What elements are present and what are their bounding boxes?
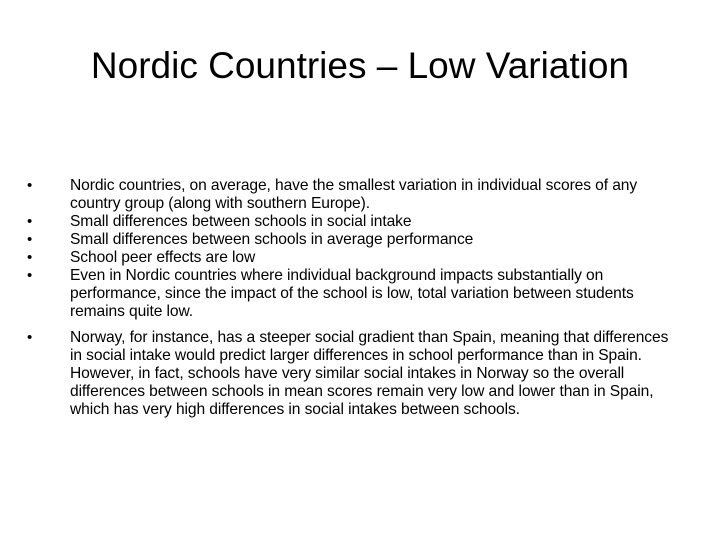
bullet-marker: • <box>27 177 33 194</box>
bullet-item <box>20 213 682 231</box>
bullet-marker: • <box>27 329 33 346</box>
bullet-marker: • <box>27 249 33 266</box>
bullet-text: School peer effects are low <box>70 249 256 266</box>
bullet-marker: • <box>27 267 33 284</box>
bullet-text: Norway, for instance, has a steeper social gradient than Spain, meaning that differences in social intake would predict larger differences in school performance than in Spain. However, in fact, schools have very similar social intakes in Norway so the overall differences between schools in mean scores remain very low and lower than in Spain, which has very high differences in social intakes between schools. <box>70 329 669 418</box>
bullet-marker: • <box>27 213 33 230</box>
bullet-item <box>20 249 682 267</box>
bullet-text: Nordic countries, on average, have the smallest variation in individual scores of any country group (along with southern Europe). <box>70 177 638 212</box>
bullet-text: Small differences between schools in average performance <box>70 231 474 248</box>
bullet-item <box>20 231 682 249</box>
bullet-list <box>20 177 682 419</box>
bullet-marker: • <box>27 231 33 248</box>
bullet-text: Small differences between schools in social intake <box>70 213 412 230</box>
bullet-item <box>20 329 682 419</box>
slide-title: Nordic Countries – Low Variation <box>90 45 630 86</box>
bullet-item <box>20 267 682 321</box>
bullet-text: Even in Nordic countries where individual background impacts substantially on performance, since the impact of the school is low, total variation between students remains quite low. <box>70 267 634 320</box>
bullet-item <box>20 177 682 213</box>
